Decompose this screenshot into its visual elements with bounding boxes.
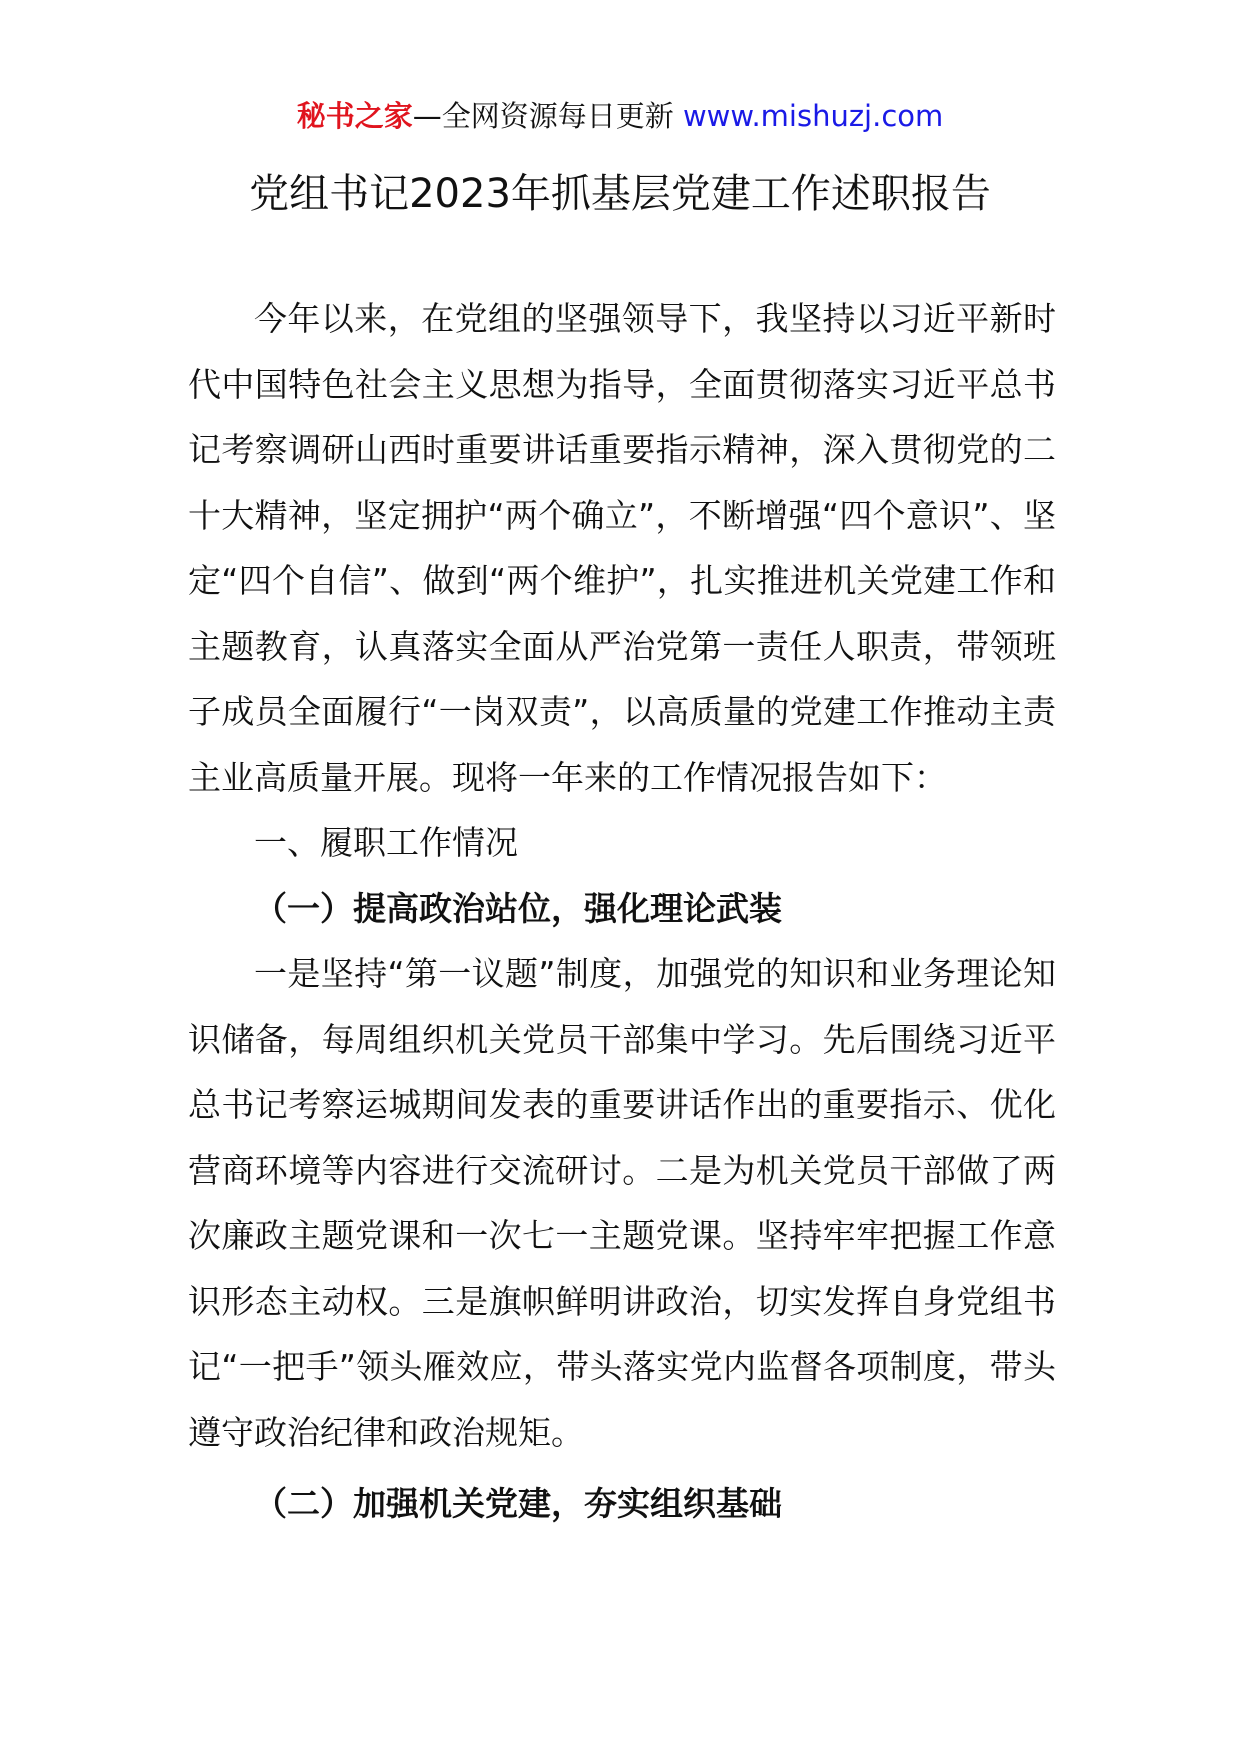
brand-name: 秘书之家 (296, 99, 413, 133)
sub-heading-1: （一）提高政治站位，强化理论武装 (254, 888, 782, 928)
site-url[interactable]: www.mishuzj.com (682, 99, 944, 133)
section-heading-1: 一、履职工作情况 (254, 823, 518, 862)
intro-paragraph: 今年以来，在党组的坚强领导下，我坚持以习近平新时代中国特色社会主义思想为指导，全面贯彻落实习近平总书记考察调研山西时重要讲话重要指示精神，深入贯彻党的二十大精神，坚定拥护“两个确立”，不断增强“四个意识”、坚定“四个自信”、做到“两个维护”，扎实推进机关党建工作和主题教育，认真落实全面从严治党第一责任人职责，带领班子成员全面履行“一岗双责”，以高质量的党建工作推动主责主业高质量开展。现将一年来的工作情况报告如下： (188, 299, 1056, 797)
body-paragraph-1: 一是坚持“第一议题”制度，加强党的知识和业务理论知识储备，每周组织机关党员干部集中学习。先后围绕习近平总书记考察运城期间发表的重要讲话作出的重要指示、优化营商环境等内容进行交流研讨。二是为机关党员干部做了两次廉政主题党课和一次七一主题党课。坚持牢牢把握工作意识形态主动权。三是旗帜鲜明讲政治，切实发挥自身党组书记“一把手”领头雁效应，带头落实党内监督各项制度，带头遵守政治纪律和政治规矩。 (188, 954, 1056, 1452)
watermark-header (0, 96, 1240, 136)
document-title: 党组书记2023年抓基层党建工作述职报告 (249, 171, 991, 217)
header-slogan: —全网资源每日更新 (412, 99, 683, 133)
document-body (188, 286, 1056, 1537)
sub-heading-2: （二）加强机关党建，夯实组织基础 (254, 1484, 782, 1523)
